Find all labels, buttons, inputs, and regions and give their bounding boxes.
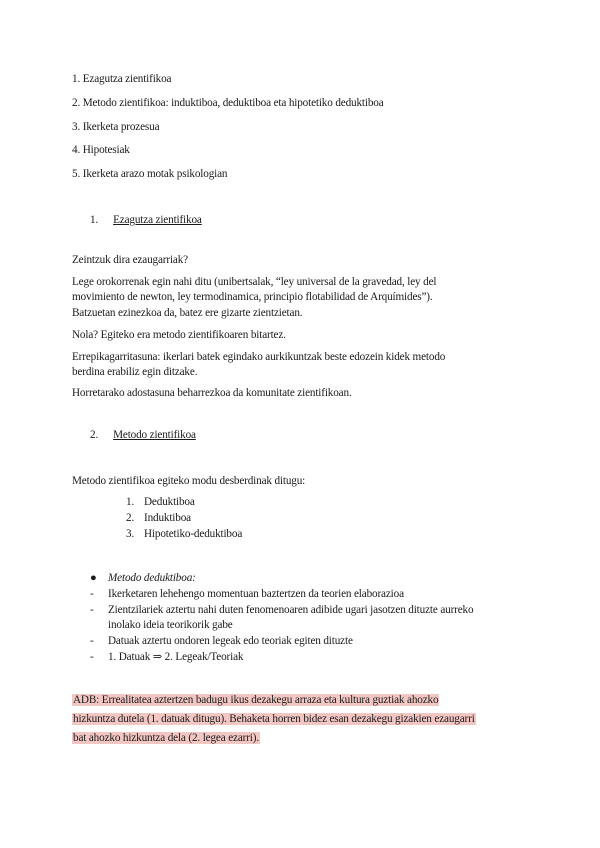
toc-item: 2. Metodo zientifikoa: induktiboa, deduktiboa eta hipotetiko deduktiboa bbox=[72, 97, 384, 109]
section-heading-2 bbox=[90, 428, 196, 442]
section-number: 2. bbox=[90, 429, 99, 441]
method-number: 1. bbox=[126, 496, 135, 508]
dash-text: Datuak aztertu ondoren legeak edo teoriak egiten dituzte bbox=[108, 635, 353, 647]
toc-item: 4. Hipotesiak bbox=[72, 144, 130, 156]
dash-icon: - bbox=[90, 588, 94, 600]
dash-item bbox=[90, 650, 243, 664]
method-label: Induktiboa bbox=[144, 512, 191, 524]
dash-icon: - bbox=[90, 604, 94, 616]
highlight-line: ADB: Errealitatea aztertzen badugu ikus dezakegu arraza eta kultura guztiak ahozko bbox=[73, 694, 439, 706]
dash-text: Zientzilariek aztertu nahi duten fenomenoaren adibide ugari jasotzen dituzte aurreko bbox=[108, 604, 474, 616]
toc-item: 5. Ikerketa arazo motak psikologian bbox=[72, 168, 228, 180]
paragraph: Nola? Egiteko era metodo zientifikoaren bitartez. bbox=[72, 329, 286, 341]
paragraph-line: Lege orokorrenak egin nahi ditu (unibertsalak, “ley universal de la gravedad, ley del bbox=[72, 276, 437, 288]
dash-item bbox=[90, 587, 404, 601]
paragraph-line: Errepikagarritasuna: ikerlari batek egindako aurkikuntzak beste edozein kidek metodo bbox=[72, 351, 446, 363]
paragraph: Horretarako adostasuna beharrezkoa da komunitate zientifikoan. bbox=[72, 387, 352, 399]
dash-item bbox=[90, 634, 353, 648]
paragraph: Metodo zientifikoa egiteko modu desberdinak ditugu: bbox=[72, 475, 306, 487]
method-label: Deduktiboa bbox=[144, 496, 195, 508]
toc-item: 1. Ezagutza zientifikoa bbox=[72, 73, 172, 85]
section-title: Ezagutza zientifikoa bbox=[113, 214, 202, 226]
method-number: 3. bbox=[126, 528, 135, 540]
paragraph-line: Batzuetan ezinezkoa da, batez ere gizarte zientzietan. bbox=[72, 307, 303, 319]
paragraph-line: movimiento de newton, ley termodinamica, principio flotabilidad de Arquímides”). bbox=[72, 291, 433, 303]
section-heading-1 bbox=[90, 213, 202, 227]
method-number: 2. bbox=[126, 512, 135, 524]
toc-item: 3. Ikerketa prozesua bbox=[72, 121, 160, 133]
dash-item bbox=[90, 603, 473, 617]
bullet-item bbox=[90, 571, 196, 585]
section-title: Metodo zientifikoa bbox=[113, 429, 196, 441]
method-label: Hipotetiko-deduktiboa bbox=[144, 528, 243, 540]
dash-continuation: inolako ideia teorikorik gabe bbox=[108, 619, 233, 631]
highlight-line: bat ahozko hizkuntza dela (2. legea ezarri). bbox=[73, 732, 259, 744]
method-item bbox=[126, 527, 242, 541]
section-number: 1. bbox=[90, 214, 99, 226]
highlight-line: hizkuntza dutela (1. datuak ditugu). Behaketa horren bidez esan dezakegu gizakien ezaugarri bbox=[73, 713, 475, 725]
bullet-label: Metodo deduktiboa: bbox=[108, 572, 196, 584]
dash-icon: - bbox=[90, 651, 94, 663]
dash-text: 1. Datuak ⇒ 2. Legeak/Teoriak bbox=[108, 651, 244, 663]
dash-text: Ikerketaren lehehengo momentuan baztertzen da teorien elaborazioa bbox=[108, 588, 404, 600]
dash-icon: - bbox=[90, 635, 94, 647]
paragraph-line: berdina erabiliz egin ditzake. bbox=[72, 366, 198, 378]
bullet-icon: ● bbox=[90, 572, 97, 584]
method-item bbox=[126, 495, 195, 509]
question: Zeintzuk dira ezaugarriak? bbox=[72, 254, 188, 266]
method-item bbox=[126, 511, 191, 525]
